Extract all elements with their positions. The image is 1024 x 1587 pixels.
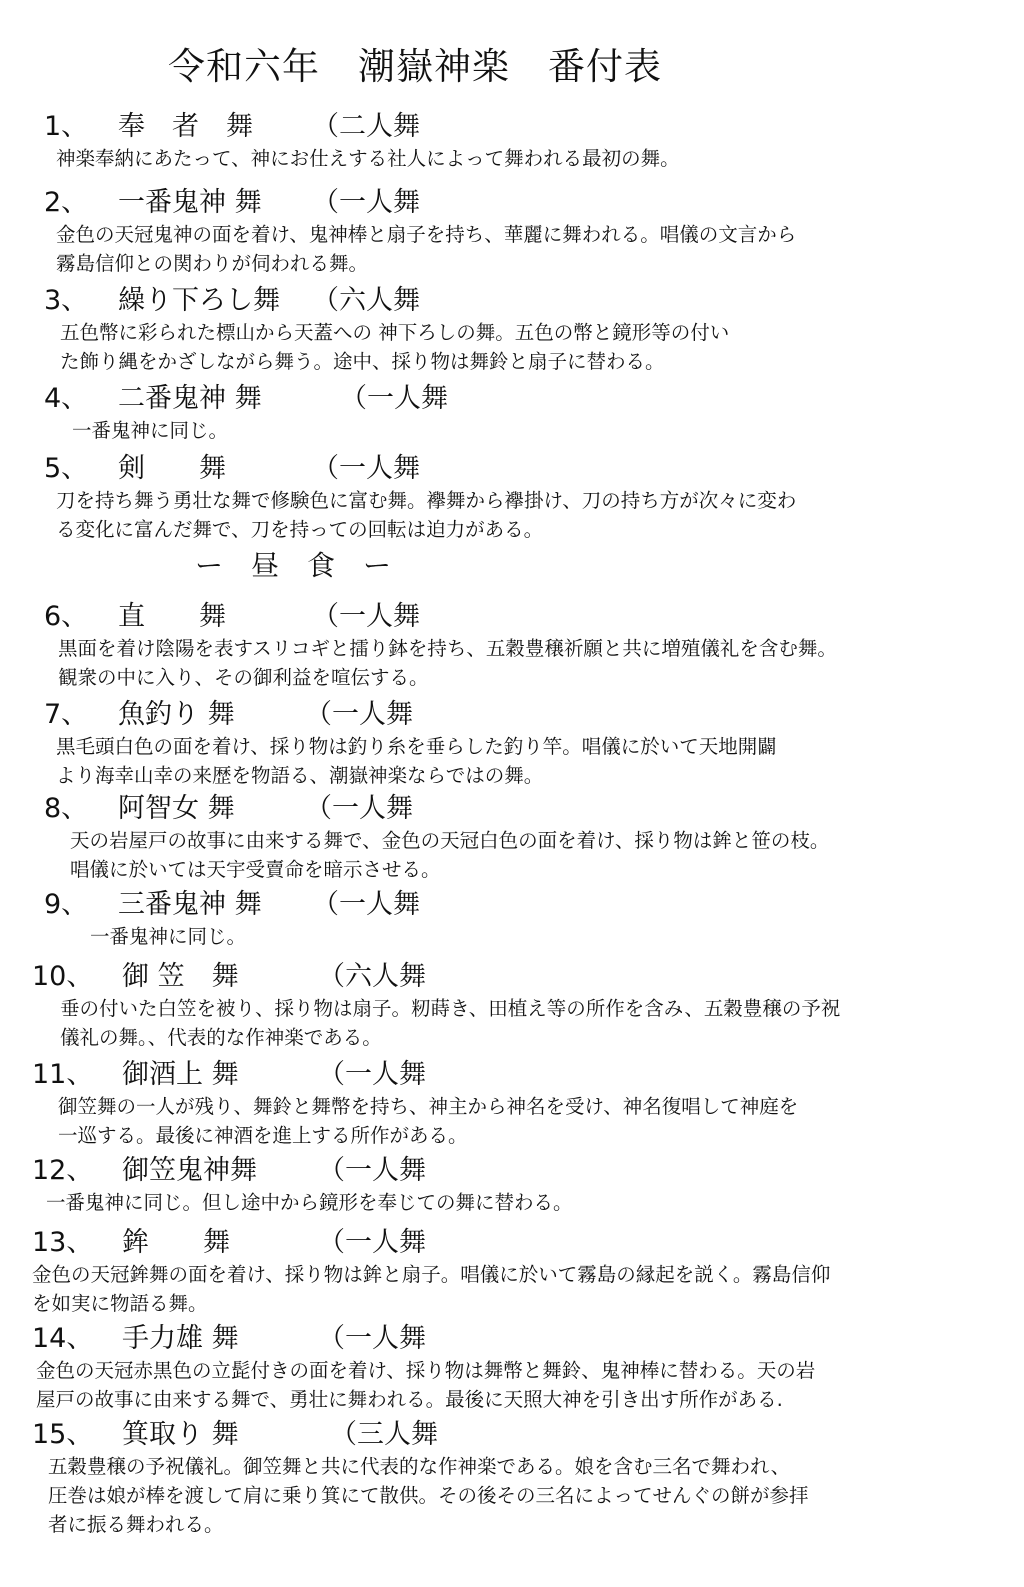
entry-number: 6、 [44,601,89,632]
entry-heading [0,1154,1024,1188]
dance-name: 手力雄 舞 [122,1323,239,1354]
entry-number: 15、 [32,1419,94,1450]
performer-count: （三人舞 [330,1419,438,1450]
performer-count: （六人舞 [318,961,426,992]
entry-number: 5、 [44,453,89,484]
entry-heading [0,792,1024,826]
entry-number: 14、 [32,1323,94,1354]
description-line: 者に振る舞われる。 [48,1513,224,1536]
description-line: 一番鬼神に同じ。但し途中から鏡形を奉じての舞に替わる。 [46,1191,573,1214]
description-line: 儀礼の舞。、代表的な作神楽である。 [60,1026,382,1049]
program-entry-13 [0,1226,1024,1318]
description-line: 霧島信仰との関わりが伺われる舞。 [56,252,369,275]
description-line: た飾り縄をかざしながら舞う。途中、採り物は舞鈴と扇子に替わる。 [60,350,665,373]
entry-number: 2、 [44,187,89,218]
performer-count: （一人舞 [305,699,413,730]
program-entry-9 [0,888,1024,951]
program-entry-7 [0,698,1024,790]
entry-heading [0,1322,1024,1356]
description-line: を如実に物語る舞。 [32,1292,208,1315]
lunch-break-divider: ー 昼 食 ー [195,549,392,582]
description-line: より海幸山幸の来歴を物語る、潮嶽神楽ならではの舞。 [56,764,544,787]
performer-count: （二人舞 [312,111,420,142]
dance-name: 御 笠 舞 [122,961,239,992]
dance-name: 繰り下ろし舞 [118,285,280,316]
entry-number: 3、 [44,285,89,316]
entry-number: 11、 [32,1059,94,1090]
description-line: 屋戸の故事に由来する舞で、勇壮に舞われる。最後に天照大神を引き出す所作がある. [36,1388,783,1411]
dance-name: 二番鬼神 舞 [118,383,262,414]
entry-description [0,732,1024,790]
program-entry-4 [0,382,1024,445]
entry-heading [0,1418,1024,1452]
page-title: 令和六年 潮嶽神楽 番付表 [168,45,662,88]
performer-count: （一人舞 [312,889,420,920]
entry-number: 7、 [44,699,89,730]
program-entry-11 [0,1058,1024,1150]
description-line: 一巡する。最後に神酒を進上する所作がある。 [58,1124,468,1147]
description-line: 黒毛頭白色の面を着け、採り物は釣り糸を垂らした釣り竿。唱儀に於いて天地開闢 [56,735,777,758]
performer-count: （六人舞 [312,285,420,316]
program-entry-2 [0,186,1024,278]
dance-name: 御笠鬼神舞 [122,1155,257,1186]
entry-heading [0,698,1024,732]
entry-description [0,1452,1024,1539]
program-entry-15 [0,1418,1024,1539]
performer-count: （一人舞 [312,601,420,632]
description-line: 圧巻は娘が棒を渡して肩に乗り箕にて散供。その後その三名によってせんぐの餅が参拝 [48,1484,809,1507]
entry-description [0,1092,1024,1150]
dance-name: 奉 者 舞 [118,111,253,142]
entry-number: 13、 [32,1227,94,1258]
description-line: 金色の天冠鉾舞の面を着け、採り物は鉾と扇子。唱儀に於いて霧島の縁起を説く。霧島信仰 [32,1263,831,1286]
entry-heading [0,960,1024,994]
entry-description [0,220,1024,278]
entry-description [0,416,1024,445]
dance-name: 魚釣り 舞 [118,699,235,730]
program-entry-12 [0,1154,1024,1217]
performer-count: （一人舞 [312,187,420,218]
description-line: 五色幣に彩られた標山から天蓋への 神下ろしの舞。五色の幣と鏡形等の付い [60,321,730,344]
program-entry-6 [0,600,1024,692]
entry-number: 4、 [44,383,89,414]
description-line: 金色の天冠鬼神の面を着け、鬼神棒と扇子を持ち、華麗に舞われる。唱儀の文言から [56,223,797,246]
performer-count: （一人舞 [318,1227,426,1258]
dance-name: 直 舞 [118,601,226,632]
entry-description [0,318,1024,376]
entry-description [0,486,1024,544]
description-line: 唱儀に於いては天宇受賣命を暗示させる。 [70,858,441,881]
entry-description [0,1356,1024,1414]
description-line: 垂の付いた白笠を被り、採り物は扇子。籾蒔き、田植え等の所作を含み、五穀豊穣の予祝 [60,997,841,1020]
program-entry-1 [0,110,1024,173]
description-line: 御笠舞の一人が残り、舞鈴と舞幣を持ち、神主から神名を受け、神名復唱して神庭を [58,1095,799,1118]
dance-name: 三番鬼神 舞 [118,889,262,920]
program-entry-8 [0,792,1024,884]
dance-name: 箕取り 舞 [122,1419,239,1450]
description-line: 刀を持ち舞う勇壮な舞で修験色に富む舞。襷舞から襷掛け、刀の持ち方が次々に変わ [56,489,797,512]
entry-number: 8、 [44,793,89,824]
description-line: 一番鬼神に同じ。 [90,925,247,948]
entry-number: 12、 [32,1155,94,1186]
entry-number: 9、 [44,889,89,920]
entry-description [0,1260,1024,1318]
description-line: る変化に富んだ舞で、刀を持っての回転は迫力がある。 [56,518,544,541]
dance-name: 一番鬼神 舞 [118,187,262,218]
entry-number: 1、 [44,111,89,142]
dance-name: 阿智女 舞 [118,793,235,824]
entry-number: 10、 [32,961,94,992]
entry-heading [0,110,1024,144]
entry-heading [0,1226,1024,1260]
entry-description [0,826,1024,884]
entry-heading [0,186,1024,220]
dance-name: 剣 舞 [118,453,226,484]
program-entry-14 [0,1322,1024,1414]
entry-heading [0,452,1024,486]
entry-description [0,922,1024,951]
description-line: 観衆の中に入り、その御利益を喧伝する。 [58,666,429,689]
entry-description [0,1188,1024,1217]
description-line: 天の岩屋戸の故事に由来する舞で、金色の天冠白色の面を着け、採り物は鉾と笹の枝。 [70,829,830,852]
program-entry-5 [0,452,1024,544]
program-entry-3 [0,284,1024,376]
description-line: 一番鬼神に同じ。 [72,419,229,442]
program-entry-10 [0,960,1024,1052]
entry-heading [0,888,1024,922]
description-line: 神楽奉納にあたって、神にお仕えする社人によって舞われる最初の舞。 [56,147,680,170]
entry-description [0,994,1024,1052]
entry-heading [0,600,1024,634]
performer-count: （一人舞 [318,1323,426,1354]
performer-count: （一人舞 [340,383,448,414]
dance-name: 鉾 舞 [122,1227,230,1258]
performer-count: （一人舞 [318,1059,426,1090]
dance-name: 御酒上 舞 [122,1059,239,1090]
performer-count: （一人舞 [305,793,413,824]
description-line: 黒面を着け陰陽を表すスリコギと擂り鉢を持ち、五穀豊穣祈願と共に増殖儀礼を含む舞。 [58,637,837,660]
entry-description [0,144,1024,173]
description-line: 金色の天冠赤黒色の立髭付きの面を着け、採り物は舞幣と舞鈴、鬼神棒に替わる。天の岩 [36,1359,816,1382]
performer-count: （一人舞 [312,453,420,484]
entry-heading [0,284,1024,318]
entry-heading [0,1058,1024,1092]
description-line: 五穀豊穣の予祝儀礼。御笠舞と共に代表的な作神楽である。娘を含む三名で舞われ、 [48,1455,791,1478]
performer-count: （一人舞 [318,1155,426,1186]
entry-heading [0,382,1024,416]
entry-description [0,634,1024,692]
